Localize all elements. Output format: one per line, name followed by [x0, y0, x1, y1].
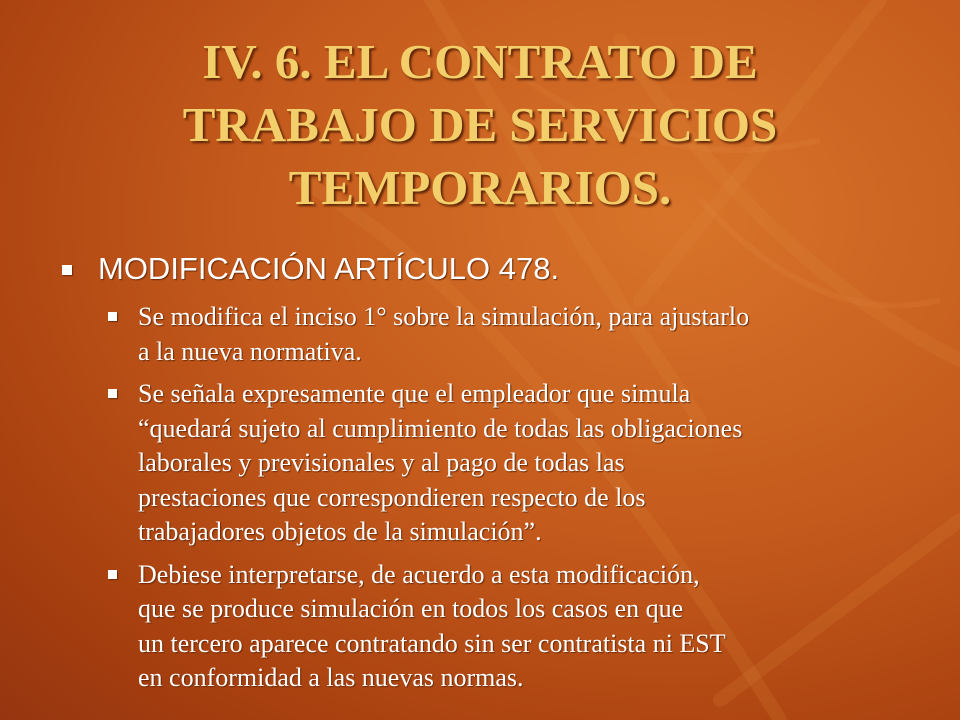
sub-bullet-item: [108, 300, 898, 369]
square-bullet-icon: [108, 312, 117, 321]
title-line-3: TEMPORARIOS.: [288, 160, 672, 215]
main-bullet-text: MODIFICACIÓN ARTÍCULO 478.: [98, 251, 560, 286]
title-line-2: TRABAJO DE SERVICIOS: [182, 97, 778, 152]
main-bullet: [62, 250, 922, 288]
text-line: Se modifica el inciso 1° sobre la simulación, para ajustarlo: [138, 302, 750, 331]
square-bullet-icon: [62, 265, 72, 275]
text-line: laborales y previsionales y al pago de todas las: [138, 448, 625, 477]
text-line: trabajadores objetos de la simulación”.: [138, 517, 542, 546]
text-line: un tercero aparece contratando sin ser contratista ni EST: [138, 628, 726, 658]
square-bullet-icon: [108, 570, 117, 579]
title-line-1: IV. 6. EL CONTRATO DE: [202, 34, 758, 89]
slide-title: [60, 30, 900, 219]
square-bullet-icon: [108, 389, 117, 398]
text-line: Se señala expresamente que el empleador que simula: [138, 379, 691, 408]
text-line: prestaciones que correspondieren respecto de los: [138, 482, 646, 512]
text-line: en conformidad a las nuevas normas.: [138, 663, 524, 692]
sub-bullet-item: [108, 558, 898, 696]
text-line: Debiese interpretarse, de acuerdo a esta modificación,: [138, 559, 700, 589]
sub-bullet-list: [108, 300, 898, 704]
sub-bullet-item: [108, 377, 898, 550]
text-line: a la nueva normativa.: [138, 336, 362, 366]
text-line: “quedará sujeto al cumplimiento de todas las obligaciones: [138, 413, 743, 443]
text-line: que se produce simulación en todos los casos en que: [138, 594, 684, 623]
